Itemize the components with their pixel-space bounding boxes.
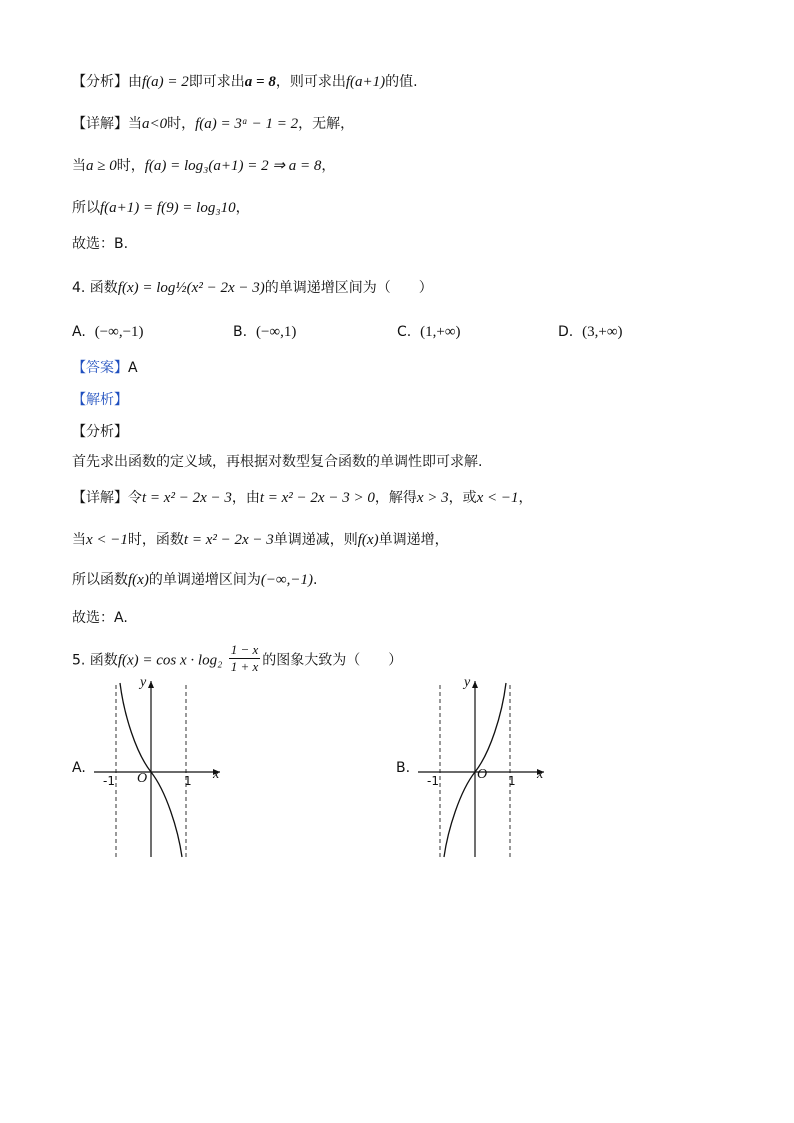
graph-a-neg-one: -1 — [103, 774, 115, 788]
math: x < −1 — [86, 532, 128, 548]
math: (3,+∞) — [582, 324, 623, 340]
math: f(x) = cos x · log₂ — [117, 652, 223, 669]
text: 即可求出 — [188, 74, 245, 90]
question-4 — [72, 278, 433, 298]
graph-b-label[interactable]: B. — [396, 760, 411, 776]
detail-line-2 — [72, 156, 335, 176]
text: 当 — [72, 158, 86, 174]
math: f(x) — [128, 572, 149, 588]
math: t = x² − 2x − 3 — [183, 532, 274, 548]
detail-line-1 — [72, 114, 354, 134]
math: f(a) = 3ᵃ − 1 = 2 — [195, 116, 299, 132]
fenxi-tag: 【分析】 — [72, 424, 128, 440]
question-number: 4. 函数 — [72, 280, 118, 296]
fraction-numerator: 1 − x — [230, 642, 259, 657]
math: (1,+∞) — [420, 324, 461, 340]
math: (−∞,−1) — [260, 572, 314, 588]
math: x > 3 — [416, 490, 449, 506]
text: 当 — [72, 532, 86, 548]
text: 单调递增， — [378, 532, 449, 548]
analysis-line-1 — [72, 72, 418, 92]
answer-line — [72, 358, 138, 378]
text: ，由 — [231, 490, 260, 506]
graph-a-x-label: x — [213, 767, 220, 782]
analysis-tag: 【分析】 — [72, 74, 128, 90]
text: ，解得 — [374, 490, 417, 506]
graph-a-pos-one: 1 — [184, 774, 192, 788]
q4-detail-2 — [72, 530, 449, 550]
detail-line-3 — [72, 198, 250, 218]
text: ， — [518, 490, 533, 506]
text: 的图象大致为（ ） — [262, 652, 403, 669]
text: 时， — [116, 158, 145, 174]
option-c[interactable] — [397, 322, 461, 342]
fraction — [229, 642, 261, 675]
text: ，无解， — [298, 116, 355, 132]
math: a<0 — [142, 116, 168, 132]
jiexi-tag: 【解析】 — [72, 392, 128, 408]
option-label: C. — [397, 324, 412, 340]
text: 的值. — [385, 74, 418, 90]
math: f(a) = log₃(a+1) = 2 ⇒ a = 8 — [144, 158, 322, 174]
math: f(a+1) = f(9) = log₃10 — [100, 200, 236, 216]
choice-line: 故选：B. — [72, 236, 129, 252]
detail-tag: 【详解】 — [72, 490, 128, 506]
graph-b-origin: O — [477, 767, 488, 782]
option-b[interactable] — [233, 322, 296, 342]
answer-value: A — [128, 360, 138, 376]
math: f(x) — [357, 532, 379, 548]
graph-a-y-label: y — [140, 675, 147, 690]
q4-choice: 故选：A. — [72, 610, 128, 626]
text: . — [313, 572, 318, 588]
graph-b-y-label: y — [464, 675, 471, 690]
question-number: 5. 函数 — [72, 652, 118, 669]
text: 由 — [128, 74, 142, 90]
math: t = x² − 2x − 3 — [142, 490, 232, 506]
text: 时， — [167, 116, 196, 132]
text: 时，函数 — [127, 532, 184, 548]
answer-tag: 【答案】 — [72, 360, 128, 376]
text: 单调递减，则 — [273, 532, 358, 548]
option-d[interactable] — [558, 322, 623, 342]
text: ， — [235, 200, 250, 216]
text: 的单调递增区间为（ ） — [264, 280, 433, 296]
option-label: B. — [233, 324, 248, 340]
text: ，或 — [448, 490, 477, 506]
text: 的单调递增区间为 — [148, 572, 261, 588]
math: x < −1 — [476, 490, 519, 506]
text: 令 — [128, 490, 142, 506]
option-label: D. — [558, 324, 574, 340]
q4-detail-1 — [72, 488, 533, 508]
fenxi-text: 首先求出函数的定义域，再根据对数型复合函数的单调性即可求解. — [72, 454, 483, 470]
q4-detail-3 — [72, 570, 317, 590]
text: 所以 — [72, 200, 100, 216]
detail-tag: 【详解】 — [72, 116, 128, 132]
graph-b-pos-one: 1 — [508, 774, 516, 788]
y-axis-arrow — [472, 681, 478, 688]
option-a[interactable] — [72, 322, 144, 342]
graph-a-label[interactable]: A. — [72, 760, 86, 776]
math: (−∞,1) — [255, 324, 297, 340]
graph-a-origin: O — [137, 771, 148, 786]
math: a ≥ 0 — [86, 158, 117, 174]
text: 当 — [128, 116, 142, 132]
graph-b-neg-one: -1 — [427, 774, 439, 788]
math: f(a) = 2 — [142, 74, 189, 90]
text: ， — [321, 158, 336, 174]
y-axis-arrow — [148, 681, 154, 688]
math: t = x² − 2x − 3 > 0 — [259, 490, 375, 506]
math: a = 8 — [244, 74, 276, 90]
math: (−∞,−1) — [94, 324, 144, 340]
graph-b-x-label: x — [537, 767, 544, 782]
math: f(x) = log½(x² − 2x − 3) — [117, 280, 265, 296]
option-label: A. — [72, 324, 86, 340]
text: ，则可求出 — [275, 74, 346, 90]
math: f(a+1) — [345, 74, 386, 90]
fraction-denominator: 1 + x — [230, 659, 259, 674]
text: 所以函数 — [72, 572, 128, 588]
